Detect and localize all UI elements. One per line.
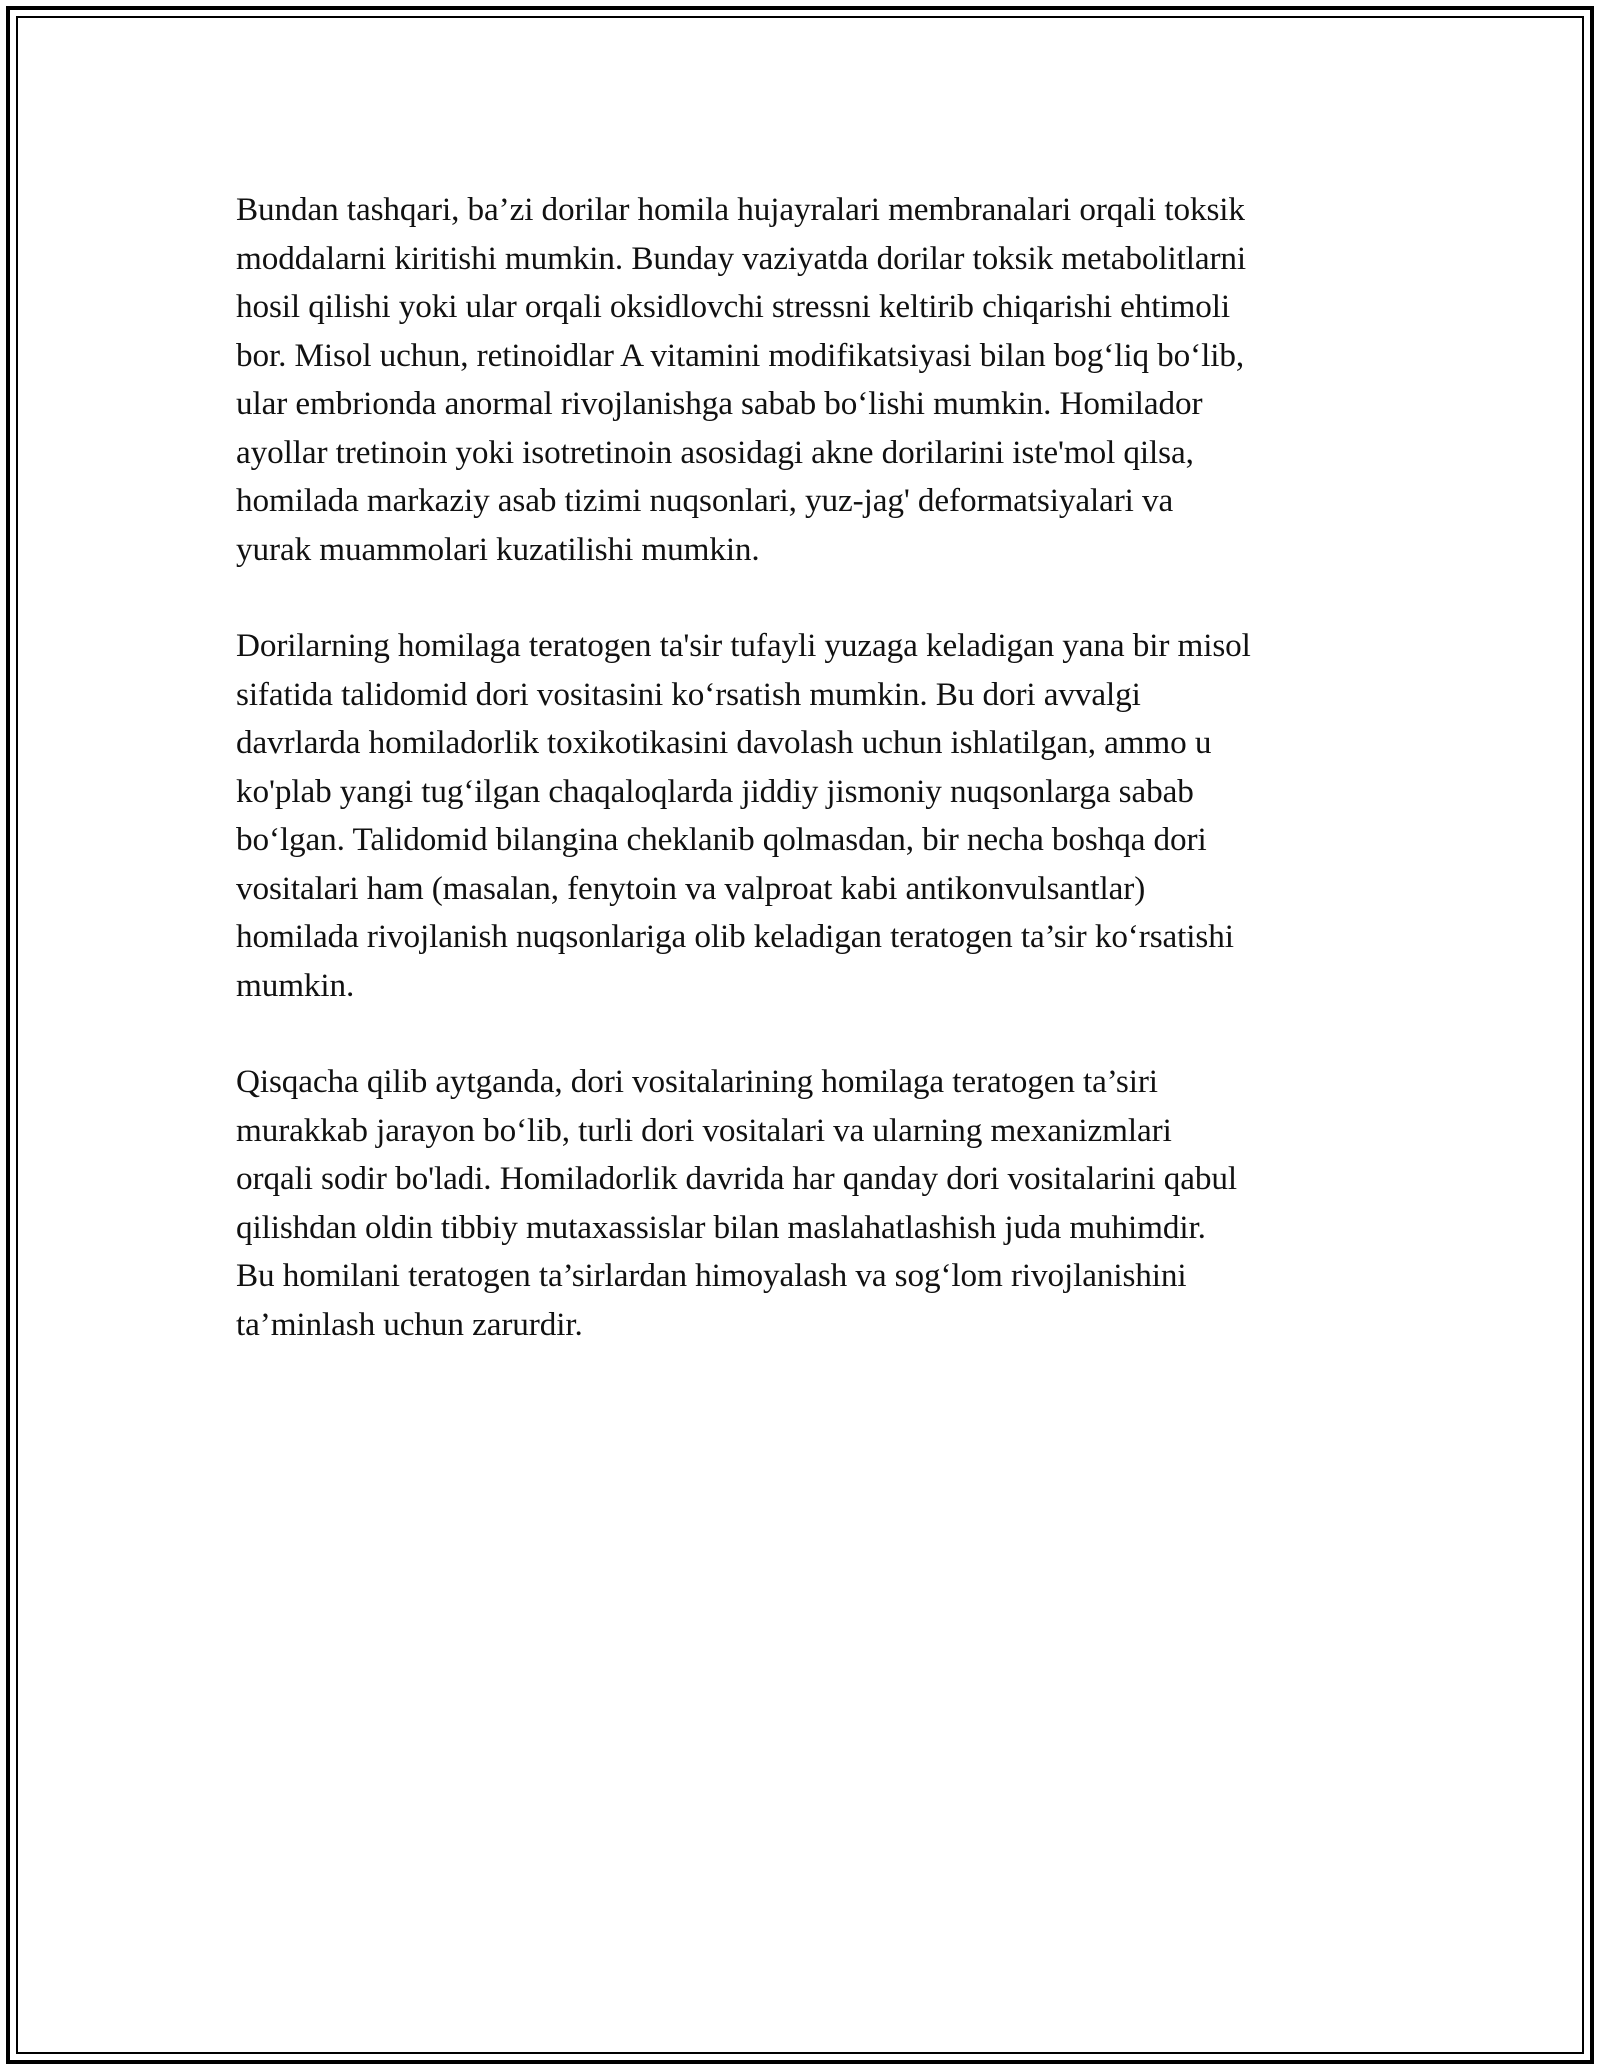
text-line: moddalarni kiritishi mumkin. Bunday vaziyatda dorilar toksik metabolitlarni [236, 239, 1247, 277]
text-line: ko'plab yangi tug‘ilgan chaqaloqlarda jiddiy jismoniy nuqsonlarga sabab [236, 772, 1194, 810]
text-line: sifatida talidomid dori vositasini ko‘rsatish mumkin. Bu dori avvalgi [236, 675, 1141, 713]
text-line: davrlarda homiladorlik toxikotikasini davolash uchun ishlatilgan, ammo u [236, 724, 1212, 761]
text-line: homilada markaziy asab tizimi nuqsonlari, yuz-jag' deformatsiyalari va [236, 482, 1174, 519]
text-line: ular embrionda anormal rivojlanishga sabab bo‘lishi mumkin. Homilador [236, 385, 1203, 422]
text-line: bo‘lgan. Talidomid bilangina cheklanib qolmasdan, bir necha boshqa dori [236, 821, 1207, 858]
text-line: Dorilarning homilaga teratogen ta'sir tufayli yuzaga keladigan yana bir misol [236, 627, 1251, 664]
text-line: Bu homilani teratogen ta’sirlardan himoyalash va sog‘lom rivojlanishini [236, 1257, 1187, 1294]
text-line: mumkin. [236, 966, 355, 1004]
text-line: yurak muammolari kuzatilishi mumkin. [236, 530, 760, 568]
paragraph-3 [236, 1058, 1376, 1349]
text-line: Qisqacha qilib aytganda, dori vositalarining homilaga teratogen ta’siri [236, 1063, 1158, 1100]
text-line: Bundan tashqari, ba’zi dorilar homila hujayralari membranalari orqali toksik [236, 191, 1245, 228]
text-line: qilishdan oldin tibbiy mutaxassislar bilan maslahatlashish juda muhimdir. [236, 1208, 1206, 1246]
text-line: hosil qilishi yoki ular orqali oksidlovchi stressni keltirib chiqarishi ehtimoli [236, 288, 1230, 325]
text-line: bor. Misol uchun, retinoidlar A vitamini modifikatsiyasi bilan bog‘liq bo‘lib, [236, 336, 1245, 374]
text-line: ayollar tretinoin yoki isotretinoin asosidagi akne dorilarini iste'mol qilsa, [236, 433, 1194, 471]
text-line: homilada rivojlanish nuqsonlariga olib keladigan teratogen ta’sir ko‘rsatishi [236, 918, 1234, 955]
text-line: murakkab jarayon bo‘lib, turli dori vositalari va ularning mexanizmlari [236, 1111, 1172, 1149]
text-line: orqali sodir bo'ladi. Homiladorlik davrida har qanday dori vositalarini qabul [236, 1160, 1238, 1197]
paragraph-1 [236, 186, 1376, 574]
text-line: vositalari ham (masalan, fenytoin va valproat kabi antikonvulsantlar) [236, 869, 1146, 907]
paragraph-2 [236, 622, 1376, 1010]
document-body [236, 186, 1376, 1349]
text-line: ta’minlash uchun zarurdir. [236, 1305, 583, 1343]
